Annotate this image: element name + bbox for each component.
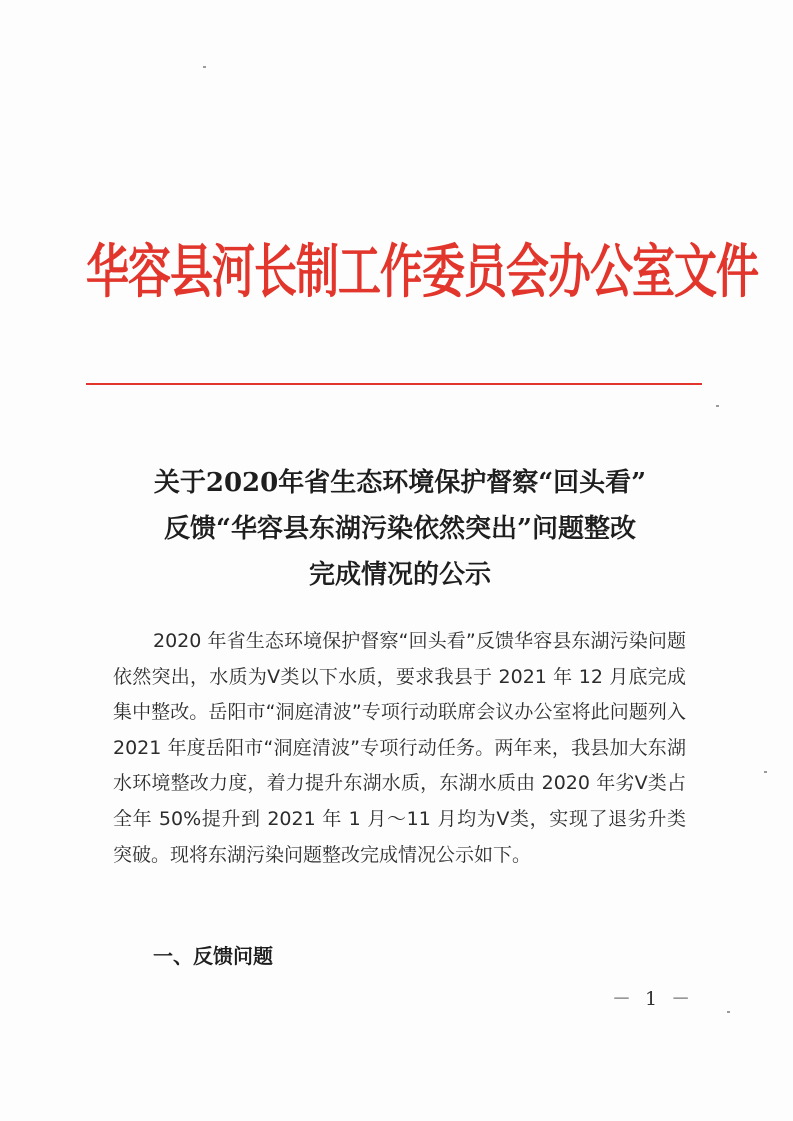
masthead-title: 华容县河长制工作委员会办公室文件 — [86, 239, 758, 307]
document-title-line-2: 反馈“华容县东湖污染依然突出”问题整改 — [164, 514, 636, 544]
scan-speck — [203, 66, 206, 68]
body-paragraph: 2020 年省生态环境保护督察“回头看”反馈华容县东湖污染问题依然突出，水质为Ⅴ类以下水质，要求我县于 2021 年 12 月底完成集中整改。岳阳市“洞庭清波”专项行动联席会议办公室将此问题列入 2021 年度岳阳市“洞庭清波”专项行动任务。两年来，我县加大东湖水环境整改力度，着力提升东湖水质，东湖水质由 2020 年劣Ⅴ类占全年 50%提升到 2021 年 1 月～11 月均为Ⅴ类，实现了退劣升类突破。现将东湖污染问题整改完成情况公示如下。 — [113, 630, 686, 866]
scan-speck — [764, 771, 767, 773]
document-title-line-3: 完成情况的公示 — [308, 560, 491, 590]
red-divider-line — [86, 383, 702, 385]
page-number: － 1 － — [612, 988, 695, 1010]
document-title — [80, 460, 720, 598]
section-heading-feedback: 一、反馈问题 — [153, 944, 273, 968]
document-title-line-1: 关于2020年省生态环境保护督察“回头看” — [153, 468, 647, 498]
scan-speck — [727, 1011, 730, 1013]
scan-speck — [716, 405, 719, 407]
